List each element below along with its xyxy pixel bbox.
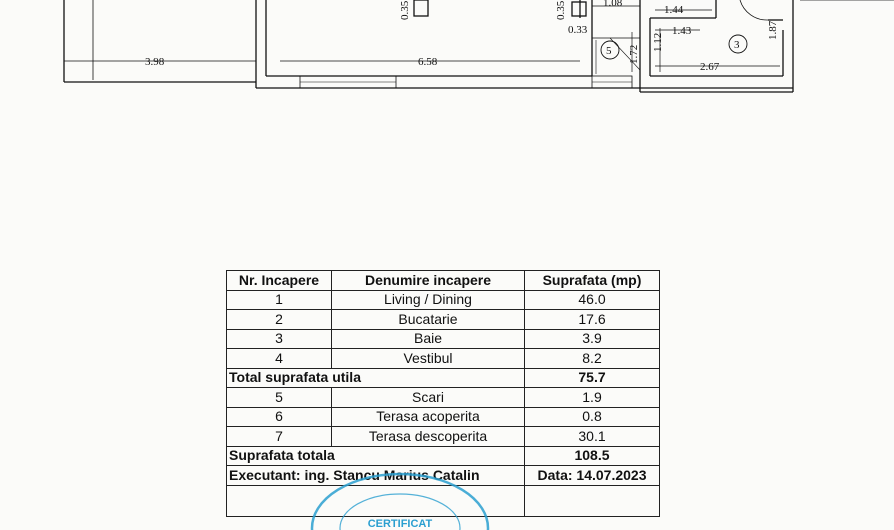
dimension-label: 1.08 [603, 0, 623, 9]
room-number-3: 3 [734, 39, 740, 51]
signature-cell [525, 485, 660, 516]
room-area: 46.0 [525, 290, 660, 310]
stamp-cell [227, 485, 525, 516]
floor-plan-drawing [0, 0, 894, 110]
room-number: 6 [227, 407, 332, 427]
room-name: Terasa descoperita [332, 427, 525, 447]
stamp-row [227, 485, 660, 516]
room-name: Baie [332, 329, 525, 349]
room-name: Vestibul [332, 349, 525, 369]
room-name: Terasa acoperita [332, 407, 525, 427]
dimension-label: 3.98 [145, 56, 165, 68]
table-row [227, 310, 660, 330]
header-room-number: Nr. Incapere [227, 271, 332, 291]
date-label: Data: 14.07.2023 [525, 466, 660, 486]
dimension-label: 1.12 [652, 32, 664, 52]
table-row [227, 407, 660, 427]
total-useful-row [227, 368, 660, 388]
total-useful-label: Total suprafata utila [227, 368, 525, 388]
dimension-label: 6.58 [418, 56, 438, 68]
executant-label: Executant: ing. Stancu Marius Catalin [227, 466, 525, 486]
dimension-label: 0.35 [555, 0, 567, 20]
room-name: Scari [332, 388, 525, 408]
table-row [227, 388, 660, 408]
table-row [227, 427, 660, 447]
area-table [226, 270, 660, 517]
dimension-label: 1.44 [664, 4, 684, 16]
room-area: 0.8 [525, 407, 660, 427]
room-number: 7 [227, 427, 332, 447]
dimension-label: 2.67 [700, 61, 720, 73]
stamp-text: CERTIFICAT [367, 518, 433, 530]
executant-row [227, 466, 660, 486]
table-row [227, 290, 660, 310]
room-name: Bucatarie [332, 310, 525, 330]
table-header-row [227, 271, 660, 291]
dimension-label: 1.87 [767, 20, 779, 40]
header-room-name: Denumire incapere [332, 271, 525, 291]
room-area: 3.9 [525, 329, 660, 349]
room-area: 30.1 [525, 427, 660, 447]
total-useful-area: 75.7 [525, 368, 660, 388]
room-number: 3 [227, 329, 332, 349]
header-area: Suprafata (mp) [525, 271, 660, 291]
total-area: 108.5 [525, 446, 660, 466]
room-area: 17.6 [525, 310, 660, 330]
total-label: Suprafata totala [227, 446, 525, 466]
room-area: 8.2 [525, 349, 660, 369]
room-name: Living / Dining [332, 290, 525, 310]
room-number: 5 [227, 388, 332, 408]
table-row [227, 349, 660, 369]
room-number-5: 5 [606, 45, 612, 57]
room-number: 2 [227, 310, 332, 330]
dimension-label: 0.33 [568, 24, 588, 36]
dimension-label: 0.35 [399, 0, 411, 20]
dimension-label: 1.43 [672, 25, 692, 37]
dimension-label: 1.72 [628, 44, 640, 64]
room-area: 1.9 [525, 388, 660, 408]
table-row [227, 329, 660, 349]
room-number: 4 [227, 349, 332, 369]
room-number: 1 [227, 290, 332, 310]
total-row [227, 446, 660, 466]
